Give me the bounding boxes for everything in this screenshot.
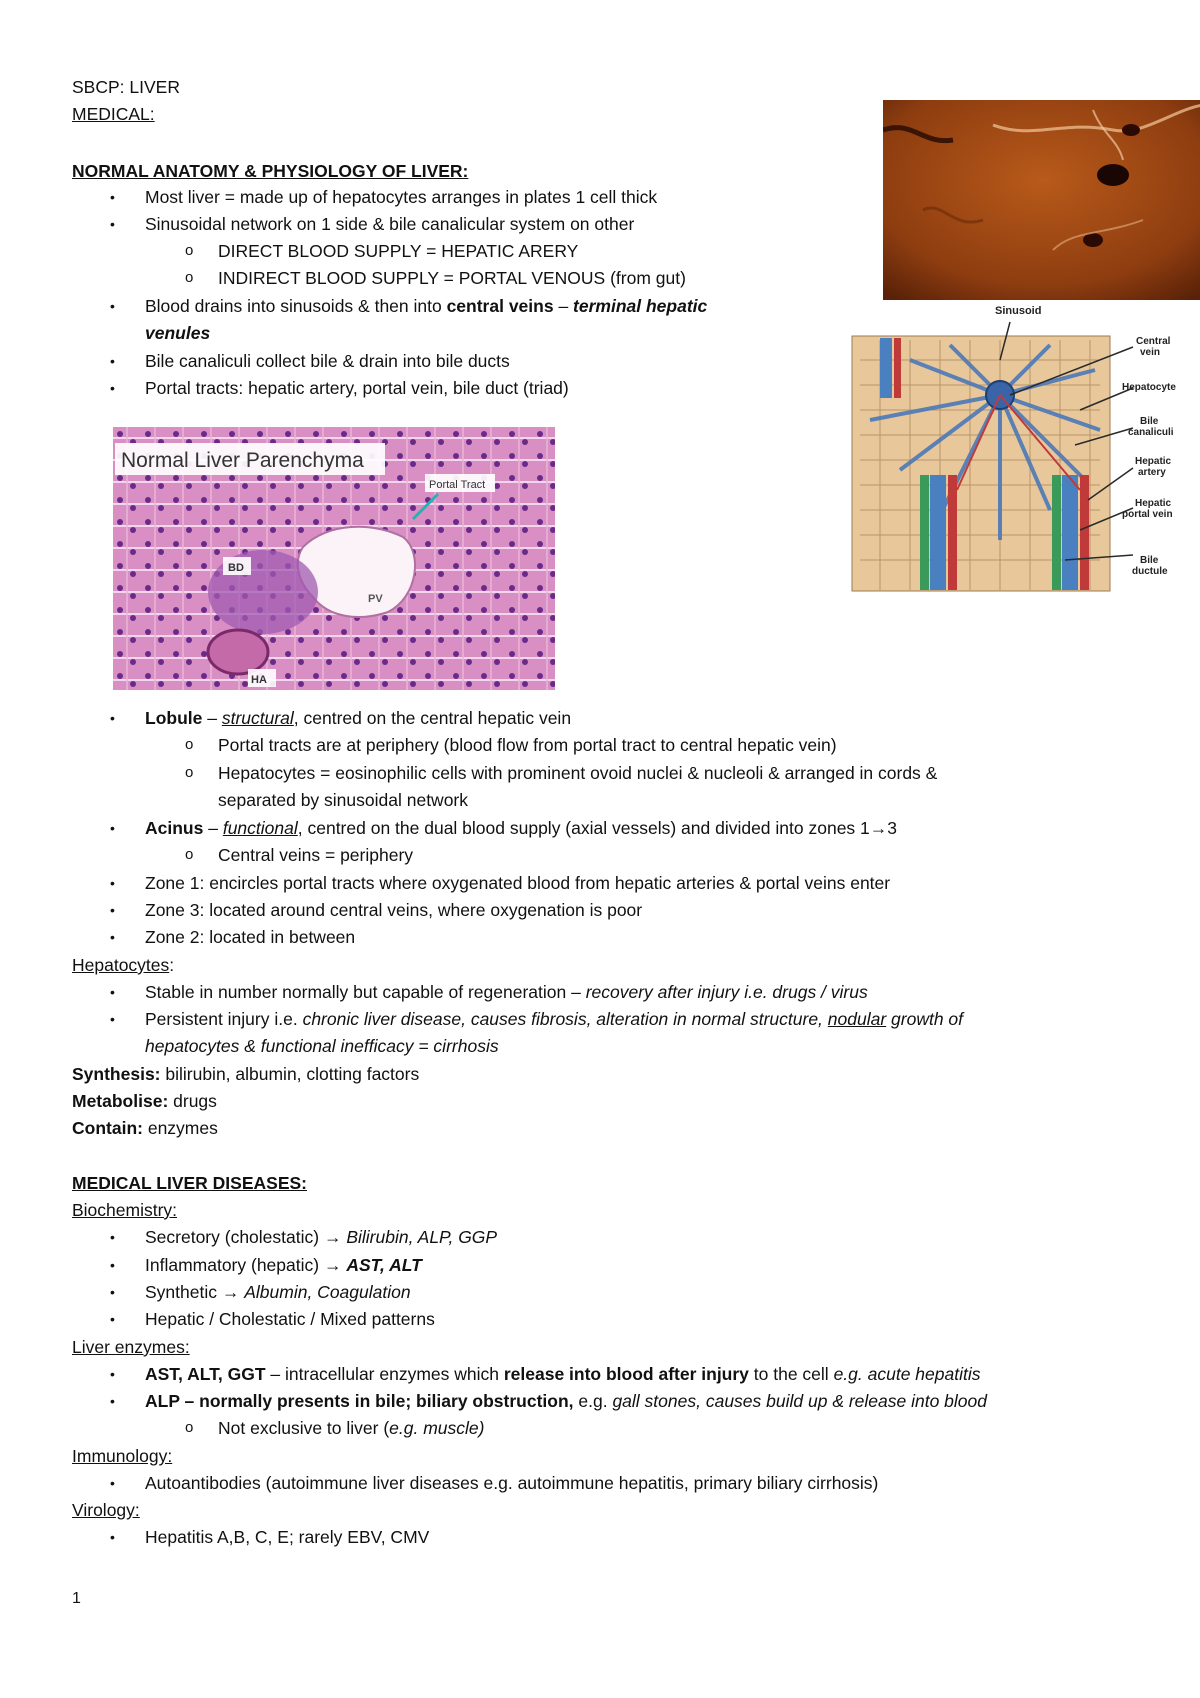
list-item — [145, 1363, 980, 1385]
text-run: : — [169, 955, 175, 975]
text-run-italic: growth of — [886, 1009, 964, 1029]
list-subitem-continuation: separated by sinusoidal network — [218, 790, 469, 810]
text-run-bold-italic: terminal hepatic — [573, 296, 708, 316]
arrow-icon: → — [323, 1227, 342, 1247]
sub-bullet-glyph: o — [185, 846, 194, 863]
text-run-bold: AST, ALT, GGT — [145, 1364, 266, 1384]
list-item: Hepatic / Cholestatic / Mixed patterns — [145, 1309, 435, 1329]
arrow-icon: → — [323, 1255, 342, 1275]
list-item — [145, 1390, 987, 1412]
text-run-italic-underline: functional — [222, 818, 298, 838]
doc-title: SBCP: LIVER — [72, 77, 180, 97]
bullet-glyph: • — [110, 1011, 115, 1027]
histology-title: Normal Liver Parenchyma — [121, 449, 364, 472]
text-run: , centred on the dual blood supply (axial vessels) and divided into zones 1 — [297, 818, 870, 838]
text-run: Synthetic — [145, 1282, 222, 1302]
text-run: drugs — [168, 1091, 217, 1111]
bullet-glyph: • — [110, 380, 115, 396]
liver-lobule-diagram — [850, 300, 1190, 595]
metabolise-line — [72, 1090, 217, 1112]
text-run: Inflammatory (hepatic) — [145, 1255, 324, 1275]
bullet-glyph: • — [110, 1529, 115, 1545]
text-run-italic-underline: structural — [221, 708, 294, 728]
list-item: Most liver = made up of hepatocytes arranges in plates 1 cell thick — [145, 187, 658, 207]
text-run-italic: chronic liver disease, causes fibrosis, alteration in normal structure, — [302, 1009, 828, 1029]
histology-label: BD — [228, 562, 244, 574]
diagram-label: ductule — [1132, 566, 1168, 577]
sub-bullet-glyph: o — [185, 242, 194, 259]
list-subitem: Portal tracts are at periphery (blood flow from portal tract to central hepatic vein) — [218, 735, 837, 755]
text-run-italic: e.g. muscle) — [389, 1418, 485, 1438]
diagram-label: Hepatocyte — [1122, 382, 1176, 393]
section-label-medical: MEDICAL: — [72, 104, 155, 124]
list-item — [145, 1226, 497, 1248]
list-subitem — [218, 1417, 484, 1439]
text-run: Stable in number normally but capable of regeneration – — [145, 982, 586, 1002]
text-run-italic: e.g. acute hepatitis — [833, 1364, 981, 1384]
bullet-glyph: • — [110, 1229, 115, 1245]
heading-diseases: MEDICAL LIVER DISEASES: — [72, 1173, 307, 1193]
subheading-biochemistry: Biochemistry: — [72, 1200, 178, 1220]
diagram-label: Sinusoid — [995, 305, 1042, 317]
list-item: Zone 1: encircles portal tracts where oxygenated blood from hepatic arteries & portal veins enter — [145, 873, 891, 893]
histology-image — [113, 427, 555, 690]
bullet-glyph: • — [110, 353, 115, 369]
list-item: Autoantibodies (autoimmune liver diseases e.g. autoimmune hepatitis, primary biliary cirrhosis) — [145, 1473, 879, 1493]
text-run: Not exclusive to liver ( — [218, 1418, 390, 1438]
subheading-immunology: Immunology: — [72, 1446, 173, 1466]
synthesis-line — [72, 1063, 419, 1085]
diagram-label: artery — [1138, 467, 1166, 478]
text-run: – — [553, 296, 574, 316]
text-run: – — [203, 818, 223, 838]
list-subitem: INDIRECT BLOOD SUPPLY = PORTAL VENOUS (from gut) — [218, 268, 686, 288]
sub-bullet-glyph: o — [185, 1419, 194, 1436]
contain-line — [72, 1117, 218, 1139]
list-item — [145, 1281, 411, 1303]
text-run-italic: Bilirubin, ALP, GGP — [346, 1227, 498, 1247]
list-item: Portal tracts: hepatic artery, portal vein, bile duct (triad) — [145, 378, 569, 398]
bullet-glyph: • — [110, 820, 115, 836]
heading-anatomy: NORMAL ANATOMY & PHYSIOLOGY OF LIVER: — [72, 161, 469, 181]
list-item: Zone 3: located around central veins, where oxygenation is poor — [145, 900, 643, 920]
gross-liver-photo — [883, 100, 1200, 300]
text-run-italic: gall stones, causes build up & release into blood — [612, 1391, 988, 1411]
bullet-glyph: • — [110, 1393, 115, 1409]
bullet-glyph: • — [110, 710, 115, 726]
text-run-bold: ALP – normally presents in bile; biliary obstruction, — [145, 1391, 574, 1411]
diagram-label: Bile — [1140, 555, 1159, 566]
diagram-label: portal vein — [1122, 509, 1173, 520]
list-subitem: Hepatocytes = eosinophilic cells with prominent ovoid nuclei & nucleoli & arranged in cords & — [218, 763, 938, 783]
text-run-italic: Albumin, Coagulation — [244, 1282, 411, 1302]
bullet-glyph: • — [110, 984, 115, 1000]
heading-hepatocytes — [72, 954, 174, 976]
text-run-bold: Metabolise: — [72, 1091, 169, 1111]
text-run-bold: Contain: — [72, 1118, 143, 1138]
text-run: – — [202, 708, 222, 728]
list-item — [145, 1008, 963, 1030]
diagram-label: Hepatic — [1135, 456, 1172, 467]
list-item: Hepatitis A,B, C, E; rarely EBV, CMV — [145, 1527, 430, 1547]
bullet-glyph: • — [110, 1311, 115, 1327]
sub-bullet-glyph: o — [185, 269, 194, 286]
diagram-label: Hepatic — [1135, 498, 1172, 509]
list-item — [145, 981, 868, 1003]
text-run-bold: Lobule — [145, 708, 203, 728]
bullet-glyph: • — [110, 298, 115, 314]
subheading-virology: Virology: — [72, 1500, 140, 1520]
sub-bullet-glyph: o — [185, 736, 194, 753]
text-run: Blood drains into sinusoids & then into — [145, 296, 447, 316]
text-run: – intracellular enzymes which — [265, 1364, 504, 1384]
list-item — [145, 707, 571, 729]
text-run-bold-italic: AST, ALT — [346, 1255, 422, 1275]
bullet-glyph: • — [110, 189, 115, 205]
diagram-label: Central — [1136, 336, 1171, 347]
text-run: e.g. — [573, 1391, 613, 1411]
text-run: enzymes — [142, 1118, 218, 1138]
text-run: Persistent injury i.e. — [145, 1009, 303, 1029]
bullet-glyph: • — [110, 216, 115, 232]
bullet-glyph: • — [110, 875, 115, 891]
diagram-label: Bile — [1140, 416, 1159, 427]
page-number: 1 — [72, 1590, 81, 1607]
text-run-bold: Acinus — [145, 818, 204, 838]
list-item: Sinusoidal network on 1 side & bile canalicular system on other — [145, 214, 635, 234]
list-subitem: Central veins = periphery — [218, 845, 414, 865]
text-run-italic-underline: nodular — [827, 1009, 887, 1029]
list-item-continuation: venules — [145, 323, 211, 343]
histology-label: PV — [368, 593, 383, 605]
subheading-liver-enzymes: Liver enzymes: — [72, 1337, 190, 1357]
list-item: Zone 2: located in between — [145, 927, 356, 947]
arrow-icon: → — [221, 1282, 240, 1302]
text-run-bold: release into blood after injury — [503, 1364, 749, 1384]
text-run: , centred on the central hepatic vein — [293, 708, 572, 728]
list-subitem: DIRECT BLOOD SUPPLY = HEPATIC ARERY — [218, 241, 579, 261]
histology-label: Portal Tract — [429, 479, 486, 491]
text-run-underline: Hepatocytes — [72, 955, 170, 975]
diagram-label: canaliculi — [1128, 427, 1174, 438]
text-run-bold: central veins — [446, 296, 554, 316]
list-item: Bile canaliculi collect bile & drain into bile ducts — [145, 351, 510, 371]
bullet-glyph: • — [110, 902, 115, 918]
bullet-glyph: • — [110, 1475, 115, 1491]
text-run-bold: Synthesis: — [72, 1064, 161, 1084]
list-item — [145, 1254, 422, 1276]
arrow-icon: → — [869, 818, 888, 838]
text-run: 3 — [887, 818, 898, 838]
list-item-continuation: hepatocytes & functional inefficacy = cirrhosis — [145, 1036, 499, 1056]
bullet-glyph: • — [110, 1257, 115, 1273]
bullet-glyph: • — [110, 1284, 115, 1300]
text-run-italic: recovery after injury i.e. drugs / virus — [585, 982, 868, 1002]
list-item — [145, 817, 897, 839]
text-run: to the cell — [748, 1364, 834, 1384]
bullet-glyph: • — [110, 929, 115, 945]
sub-bullet-glyph: o — [185, 764, 194, 781]
text-run: Secretory (cholestatic) — [145, 1227, 324, 1247]
diagram-label: vein — [1140, 347, 1161, 358]
text-run: bilirubin, albumin, clotting factors — [160, 1064, 420, 1084]
bullet-glyph: • — [110, 1366, 115, 1382]
histology-label: HA — [251, 674, 267, 686]
list-item — [145, 295, 707, 317]
